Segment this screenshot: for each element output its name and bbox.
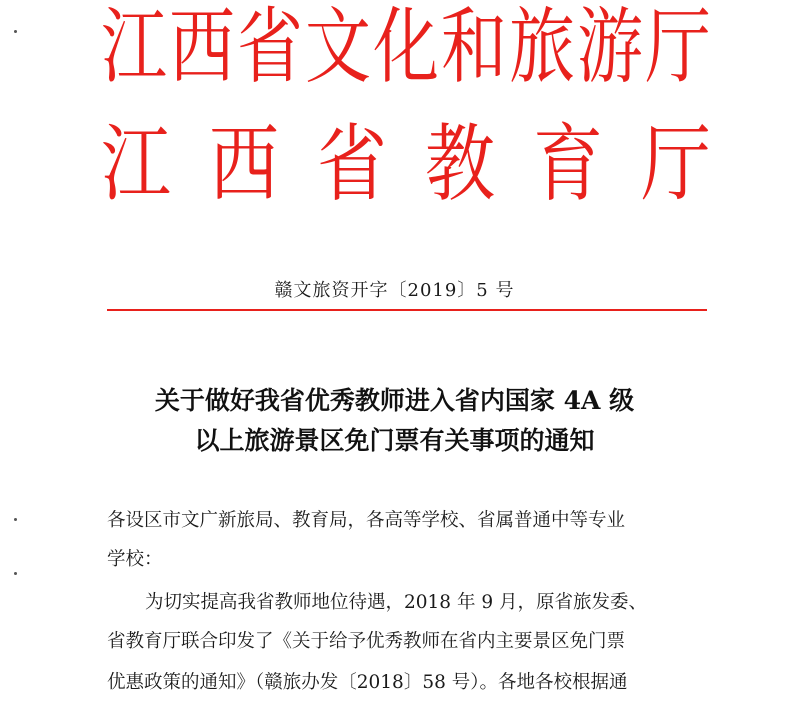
masthead-char: 厅: [645, 0, 711, 95]
document-title-line-2: 以上旅游景区免门票有关事项的通知: [194, 426, 595, 455]
body-paragraph-line: 为切实提高我省教师地位待遇，2018 年 9 月，原省旅发委、: [145, 592, 647, 613]
masthead-char: 江: [101, 114, 171, 214]
scan-speck: [14, 572, 17, 575]
masthead-char: 和: [441, 0, 507, 95]
masthead-char: 游: [577, 0, 643, 95]
masthead-char: 教: [425, 114, 495, 214]
masthead-char: 西: [169, 0, 235, 95]
body-paragraph-line: 优惠政策的通知》（赣旅办发〔2018〕58 号）。各地各校根据通: [107, 672, 628, 693]
scan-speck: [14, 518, 17, 521]
body-line-addressees: 各设区市文广新旅局、教育局，各高等学校、省属普通中等专业: [107, 510, 626, 531]
masthead-char: 省: [237, 0, 303, 95]
body-line-addressees-cont: 学校：: [107, 549, 163, 570]
scan-speck: [14, 30, 17, 33]
body-paragraph-line: 省教育厅联合印发了《关于给予优秀教师在省内主要景区免门票: [107, 631, 626, 652]
masthead-culture-tourism-dept: [100, 0, 712, 95]
document-number: 赣文旅资开字〔2019〕5 号: [274, 280, 515, 301]
masthead-char: 省: [317, 114, 387, 214]
masthead-char: 育: [533, 114, 603, 214]
masthead-char: 旅: [509, 0, 575, 95]
masthead-char: 江: [101, 0, 167, 95]
masthead-char: 化: [373, 0, 439, 95]
red-divider-line: [107, 309, 707, 311]
document-title-line-1: 关于做好我省优秀教师进入省内国家 4A 级: [154, 386, 635, 415]
masthead-char: 西: [209, 114, 279, 214]
masthead-education-dept: [100, 114, 712, 214]
masthead-char: 文: [305, 0, 371, 95]
masthead-char: 厅: [641, 114, 711, 214]
